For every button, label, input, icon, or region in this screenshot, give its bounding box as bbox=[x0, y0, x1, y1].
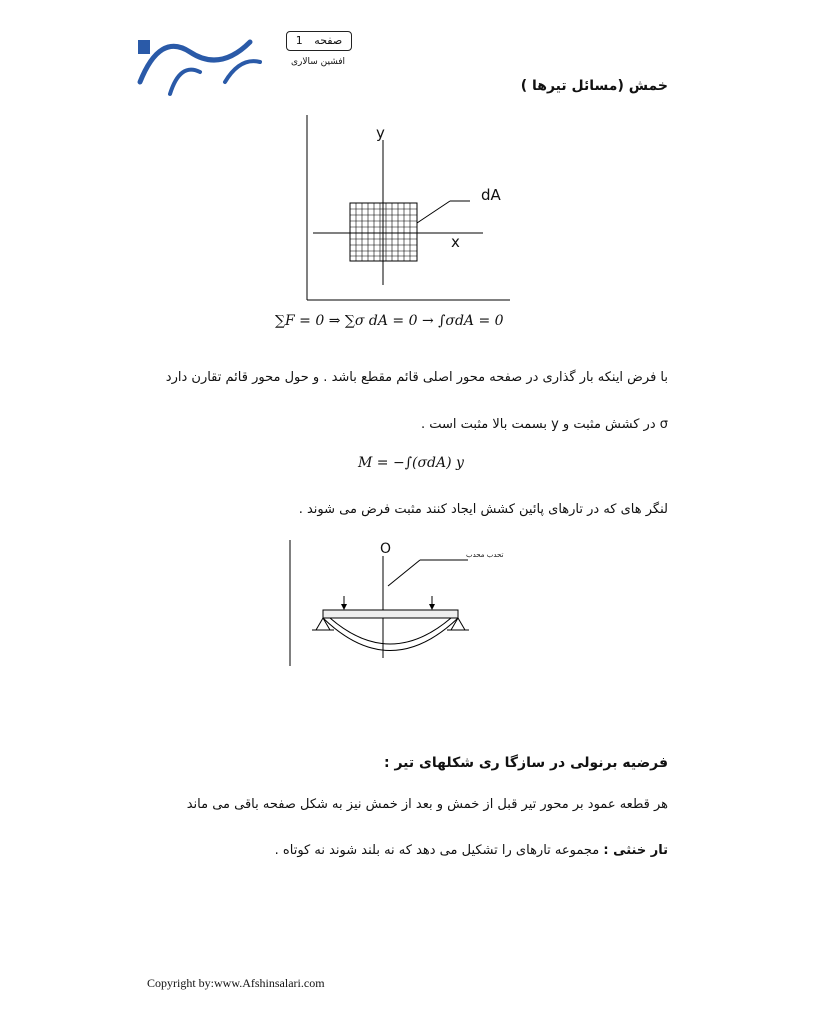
author-name: افشین سالاری bbox=[290, 57, 346, 67]
paragraph-5 bbox=[148, 843, 668, 858]
logo bbox=[130, 22, 270, 100]
neutral-axis-term: تار خنثی : bbox=[603, 843, 668, 858]
neutral-axis-definition: مجموعه تارهای را تشکیل می دهد که نه بلند شوند نه کوتاه . bbox=[274, 843, 604, 858]
copyright-footer: Copyright by:www.Afshinsalari.com bbox=[147, 976, 325, 990]
beam-axis-label: O bbox=[380, 541, 392, 557]
paragraph-4: هر قطعه عمود بر محور تیر قبل از خمش و بعد از خمش نیز به شکل صفحه باقی می ماند bbox=[186, 797, 668, 812]
y-axis-label: y bbox=[376, 124, 385, 142]
element-area-label: dA bbox=[481, 186, 501, 204]
paragraph-2: σ در کشش مثبت و y بسمت بالا مثبت است . bbox=[420, 417, 668, 432]
section-title-bernoulli: فرضیه برنولی در سازگا ری شکلهای تیر : bbox=[384, 755, 668, 771]
equilibrium-equation: ∑F = 0 ⇒ ∑σ dA = 0 → ∫σdA = 0 bbox=[275, 313, 504, 329]
page-word: صفحه bbox=[314, 34, 343, 47]
paragraph-1: با فرض اینکه بار گذاری در صفحه محور اصلی قائم مقطع باشد . و حول محور قائم تقارن دارد bbox=[165, 370, 668, 385]
x-axis-label: x bbox=[451, 233, 460, 251]
beam-leader-label: تحدب محدب bbox=[466, 551, 504, 559]
moment-equation: M = −∫(σdA) y bbox=[358, 455, 464, 471]
cross-section-figure bbox=[305, 115, 515, 305]
page-number: 1 bbox=[295, 34, 303, 47]
paragraph-3: لنگر های که در تارهای پائین کشش ایجاد کنند مثبت فرض می شوند . bbox=[298, 502, 668, 517]
page-title: خمش (مسائل تیرها ) bbox=[520, 78, 668, 94]
page-number-box bbox=[286, 31, 352, 51]
